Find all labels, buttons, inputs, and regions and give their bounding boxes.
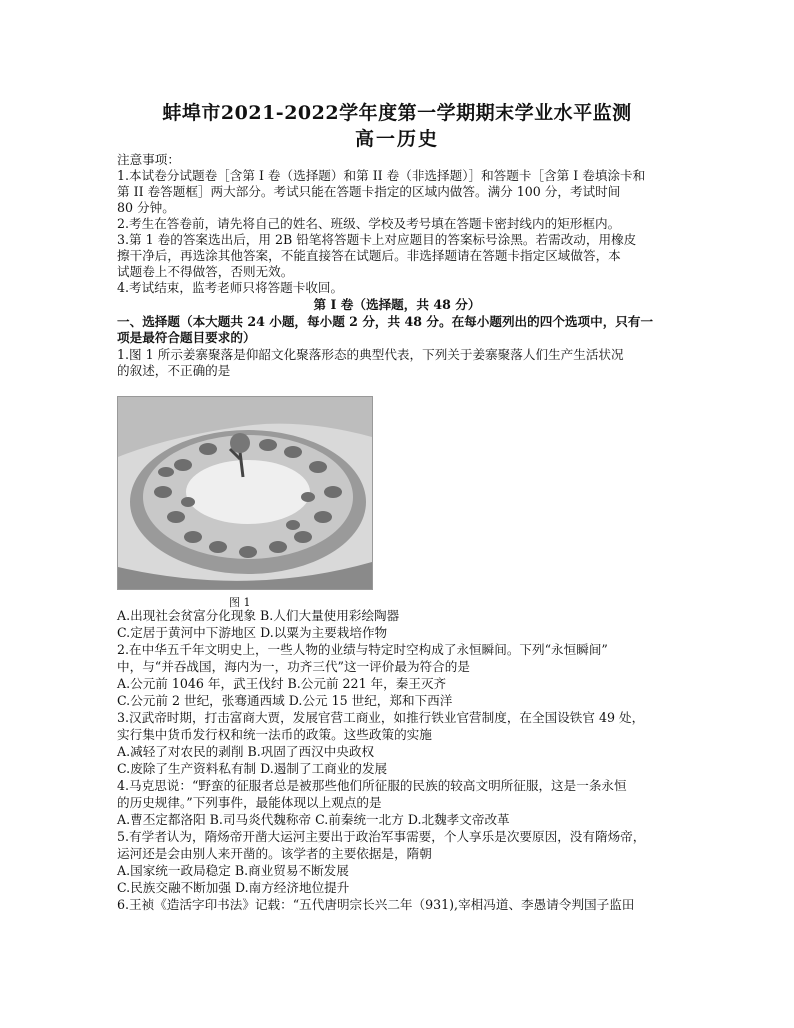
notice-line: 80 分钟。: [117, 200, 175, 215]
notice-line: 2.考生在答卷前，请先将自己的姓名、班级、学校及考号填在答题卡密封线内的矩形框内。: [117, 216, 621, 231]
q2-stem: 2.在中华五千年文明史上，一些人物的业绩与特定时空构成了永恒瞬间。下列“永恒瞬间”: [117, 642, 608, 657]
q5-options: C.民族交融不断加强 D.南方经济地位提升: [117, 880, 350, 895]
q3-stem: 实行集中货币发行权和统一法币的政策。这些政策的实施: [117, 727, 432, 742]
notice-line: 第 II 卷答题框］两大部分。考试只能在答题卡指定的区域内做答。满分 100 分，考试时间: [117, 184, 621, 199]
q4-stem: 的历史规律。”下列事件，最能体现以上观点的是: [117, 795, 382, 810]
exam-subject: 高一历史: [354, 128, 439, 150]
q3-options: C.废除了生产资料私有制 D.遏制了工商业的发展: [117, 761, 388, 776]
notice-line: 擦干净后，再选涂其他答案，不能直接答在试题后。非选择题请在答题卡指定区域做答，本: [117, 248, 621, 263]
notice-line: 1.本试卷分试题卷［含第 I 卷（选择题）和第 II 卷（非选择题）］和答题卡［含第 I 卷填涂卡和: [117, 168, 646, 183]
notice-line: 试题卷上不得做答，否则无效。: [117, 264, 294, 279]
q4-options: A.曹丕定都洛阳 B.司马炎代魏称帝 C.前秦统一北方 D.北魏孝文帝改革: [117, 812, 510, 827]
q5-stem: 运河还是会由别人来开凿的。该学者的主要依据是，隋朝: [117, 846, 432, 861]
figure-caption: 图 1: [229, 596, 251, 609]
q1-stem: 的叙述，不正确的是: [117, 363, 231, 378]
q3-stem: 3.汉武帝时期，打击富商大贾，发展官营工商业，如推行铁业官营制度，在全国设铁官 49 处，: [117, 710, 645, 725]
q5-stem: 5.有学者认为，隋炀帝开凿大运河主要出于政治军事需要，个人享乐是次要原因，没有隋炀帝，: [117, 829, 646, 844]
q1-options: C.定居于黄河中下游地区 D.以粟为主要栽培作物: [117, 625, 388, 640]
q2-stem: 中，与“并吞战国，海内为一，功齐三代”这一评价最为符合的是: [117, 659, 470, 674]
notice-heading: 注意事项：: [117, 152, 180, 167]
section-instruction: 项是最符合题目要求的）: [117, 330, 256, 345]
q5-options: A.国家统一政局稳定 B.商业贸易不断发展: [117, 863, 349, 878]
section-instruction: 一、选择题（本大题共 24 小题，每小题 2 分，共 48 分。在每小题列出的四个选项中，只有一: [117, 314, 654, 329]
jiangzhai-settlement-illustration: [117, 396, 373, 590]
section-title: 第 I 卷（选择题，共 48 分）: [313, 297, 481, 312]
q3-options: A.减轻了对农民的剥削 B.巩固了西汉中央政权: [117, 744, 375, 759]
q1-options: A.出现社会贫富分化现象 B.人们大量使用彩绘陶器: [117, 608, 400, 623]
exam-title: 蚌埠市2021-2022学年度第一学期期末学业水平监测: [162, 102, 632, 124]
q2-options: A.公元前 1046 年，武王伐纣 B.公元前 221 年，秦王灭齐: [117, 676, 447, 691]
q4-stem: 4.马克思说：“野蛮的征服者总是被那些他们所征服的民族的较高文明所征服，这是一条永恒: [117, 778, 627, 793]
q1-stem: 1.图 1 所示姜寨聚落是仰韶文化聚落形态的典型代表，下列关于姜寨聚落人们生产生活状况: [117, 347, 624, 362]
q2-options: C.公元前 2 世纪，张骞通西域 D.公元 15 世纪，郑和下西洋: [117, 693, 453, 708]
q6-stem: 6.王祯《造活字印书法》记载：“五代唐明宗长兴二年（931),宰相冯道、李愚请令判国子监田: [117, 897, 635, 912]
notice-line: 3.第 1 卷的答案选出后，用 2B 铅笔将答题卡上对应题目的答案标号涂黑。若需改动，用橡皮: [117, 232, 637, 247]
notice-line: 4.考试结束，监考老师只将答题卡收回。: [117, 280, 344, 295]
